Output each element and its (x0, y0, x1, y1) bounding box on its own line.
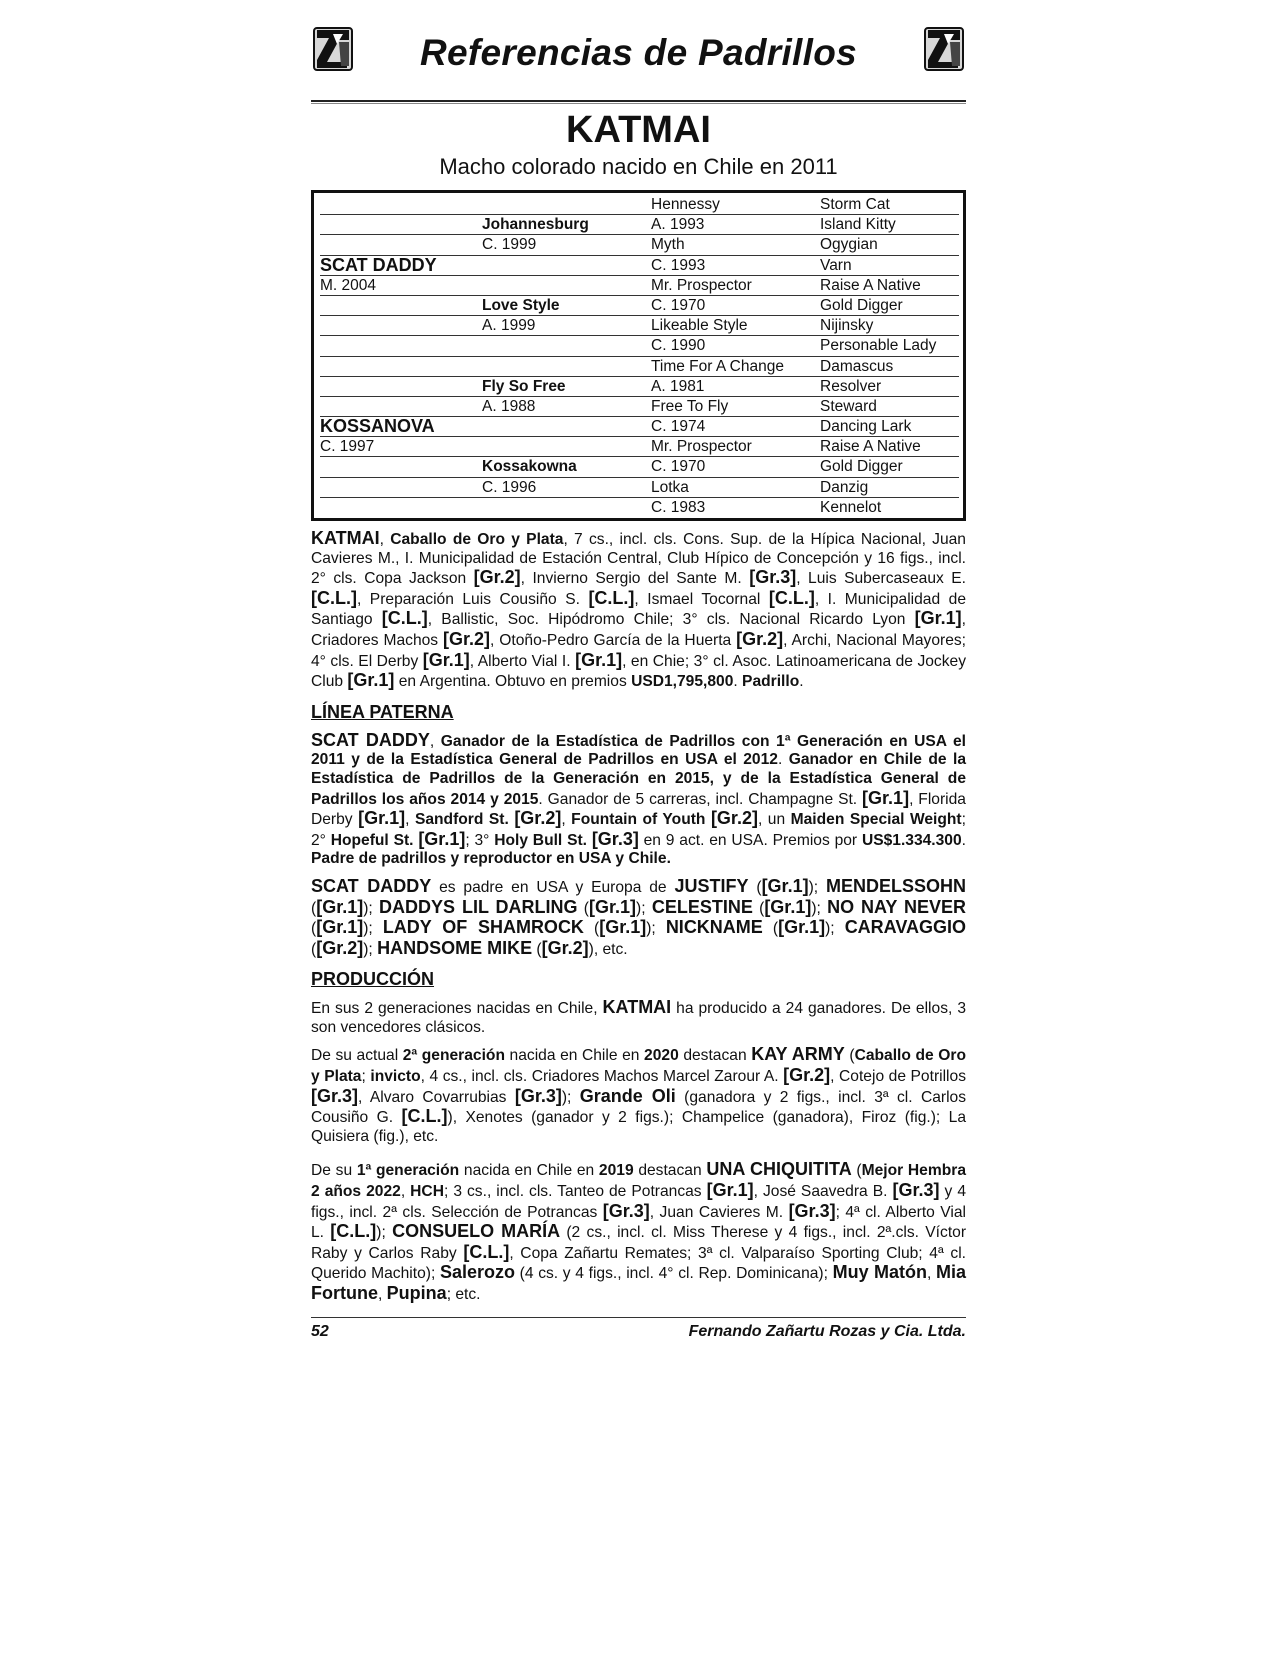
header (311, 20, 966, 82)
header-title: Referencias de Padrillos (420, 32, 857, 73)
header-rule-thin (311, 103, 966, 104)
pedigree-row: C. 1990 Personable Lady (320, 336, 959, 356)
pedigree-row: Time For A Change Damascus (320, 357, 959, 377)
scat-daddy-offspring: SCAT DADDY es padre en USA y Europa de JUSTIFY ([Gr.1]); MENDELSSOHN ([Gr.1]); DADDYS LIL DARLING ([Gr.1]); CELESTINE ([Gr.1]); NO NAY NEVER ([Gr.1]); LADY OF SHAMROCK ([Gr.1]); NICKNAME ([Gr.1]); CARAVAGGIO ([Gr.2]); HANDSOME MIKE ([Gr.2]), etc. (311, 875, 967, 958)
first-generation: De su 1ª generación nacida en Chile en 2019 destacan UNA CHIQUITITA (Mejor Hembra 2 años 2022, HCH; 3 cs., incl. cls. Tanteo de Potrancas [Gr.1], José Saavedra B. [Gr.3] y 4 figs., incl. 2ª cls. Selección de Potrancas [Gr.3], Juan Cavieres M. [Gr.3]; 4ª cl. Alberto Vial L. [C.L.]); CONSUELO MARÍA (2 cs., incl. cl. Miss Therese y 4 figs., incl. 2ª.cls. Víctor Raby y Carlos Raby [C.L.], Copa Zañartu Remates; 3ª cl. Valparaíso Sporting Club; 4ª cl. Querido Machito); Salerozo (4 cs. y 4 figs., incl. 4° cl. Rep. Dominicana); Muy Matón, Mia Fortune, Pupina; etc. (311, 1159, 967, 1303)
section-linea-paterna: LÍNEA PATERNA (311, 701, 454, 722)
pedigree-table (311, 190, 966, 521)
pedigree-row: C. 1983 Kennelot (651, 498, 882, 516)
page (311, 20, 966, 1346)
pedigree-row: A. 1999 Likeable Style Nijinsky (320, 316, 959, 336)
pedigree-row: SCAT DADDY C. 1993 Varn (320, 256, 959, 276)
company-name: Fernando Zañartu Rozas y Cia. Ltda. (688, 1322, 966, 1340)
pedigree-row: C. 1997 Mr. Prospector Raise A Native (320, 437, 959, 457)
horse-description: KATMAI, Caballo de Oro y Plata, 7 cs., incl. cls. Cons. Sup. de la Hípica Nacional, Juan Cavieres M., I. Municipalidad de Estación Central, Club Hípico de Concepción y 16 figs., incl. 2° cls. Copa Jackson [Gr.2], Invierno Sergio del Sante M. [Gr.3], Luis Subercaseaux E. [C.L.], Preparación Luis Cousiño S. [C.L.], Ismael Tocornal [C.L.], I. Municipalidad de Santiago [C.L.], Ballistic, Soc. Hipódromo Chile; 3° cls. Nacional Ricardo Lyon [Gr.1], Criadores Machos [Gr.2], Otoño-Pedro García de la Huerta [Gr.2], Archi, Nacional Mayores; 4° cls. El Derby [Gr.1], Alberto Vial I. [Gr.1], en Chie; 3° cl. Asoc. Latinoamericana de Jockey Club [Gr.1] en Argentina. Obtuvo en premios USD1,795,800. Padrillo. (311, 528, 966, 691)
pedigree-row: C. 1999 Myth Ogygian (320, 235, 959, 255)
scat-daddy-record: SCAT DADDY, Ganador de la Estadística de Padrillos con 1ª Generación en USA el 2011 y de la Estadística General de Padrillos en USA el 2012. Ganador en Chile de la Estadística de Padrillos de la Generación en 2015, y de la Estadística General de Padrillos los años 2014 y 2015. Ganador de 5 carreras, incl. Champagne St. [Gr.1], Florida Derby [Gr.1], Sandford St. [Gr.2], Fountain of Youth [Gr.2], un Maiden Special Weight; 2° Hopeful St. [Gr.1]; 3° Holy Bull St. [Gr.3] en 9 act. en USA. Premios por US$1.334.300. Padre de padrillos y reproductor en USA y Chile. (311, 729, 967, 868)
pedigree-row: Love Style C. 1970 Gold Digger (320, 296, 959, 316)
pedigree-row: Fly So Free A. 1981 Resolver (320, 377, 959, 397)
production-summary: En sus 2 generaciones nacidas en Chile, KATMAI ha producido a 24 ganadores. De ellos, 3 son vencedores clásicos. (311, 997, 966, 1036)
pedigree-row: A. 1988 Free To Fly Steward (320, 397, 959, 417)
page-number: 52 (311, 1322, 329, 1340)
pedigree-row: Johannesburg A. 1993 Island Kitty (320, 215, 959, 235)
fz-logo-icon (922, 24, 966, 72)
footer (311, 1317, 966, 1346)
header-rule (311, 100, 966, 102)
pedigree-row: M. 2004 Mr. Prospector Raise A Native (320, 276, 959, 296)
pedigree-row: KOSSANOVA C. 1974 Dancing Lark (320, 417, 959, 437)
pedigree-row: C. 1996 Lotka Danzig (320, 478, 959, 498)
pedigree-row: Kossakowna C. 1970 Gold Digger (320, 457, 959, 477)
pedigree-row: Hennessy Storm Cat (320, 195, 959, 215)
horse-subtitle: Macho colorado nacido en Chile en 2011 (439, 154, 838, 179)
horse-name: KATMAI (566, 109, 711, 151)
section-produccion: PRODUCCIÓN (311, 969, 435, 990)
second-generation: De su actual 2ª generación nacida en Chile en 2020 destacan KAY ARMY (Caballo de Oro y Plata; invicto, 4 cs., incl. cls. Criadores Machos Marcel Zarour A. [Gr.2], Cotejo de Potrillos [Gr.3], Alvaro Covarrubias [Gr.3]); Grande Oli (ganadora y 2 figs., incl. 3ª cl. Carlos Cousiño G. [C.L.]), Xenotes (ganador y 2 figs.); Champelice (ganadora), Firoz (fig.); La Quisiera (fig.), etc. (311, 1044, 967, 1145)
